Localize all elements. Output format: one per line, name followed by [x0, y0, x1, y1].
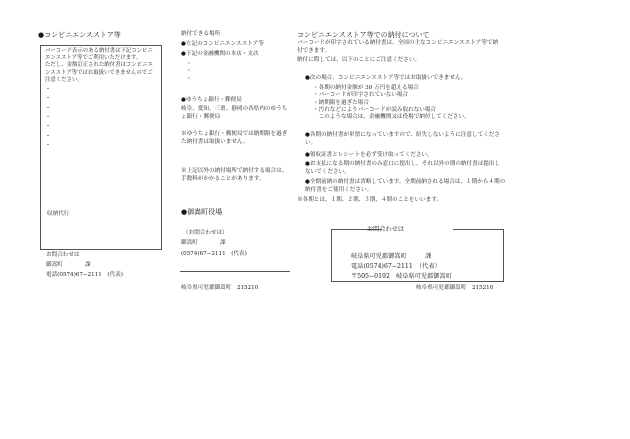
contact-town: 御嵩町 課	[181, 240, 226, 246]
list-item: ・	[186, 68, 192, 75]
place-banks: ●下記の金融機関の本店・支店	[181, 51, 259, 57]
contact-label: （お問合わせは）	[183, 230, 228, 236]
list-item: ・	[186, 61, 192, 67]
cannot-list	[313, 85, 470, 121]
notice-receipt: ●領収証書とレシートを必ず受け取ってください。	[305, 152, 433, 158]
payment-places-heading: 納付できる場所	[181, 31, 221, 37]
convenience-store-box	[40, 45, 162, 250]
list-item: ・バーコードが印字されていない場合	[313, 92, 409, 99]
list-item: ・	[45, 104, 52, 112]
yucho-description: 岐阜、愛知、三重、静岡の各県内のゆうちょ銀行・郵便局	[181, 106, 288, 120]
list-item: ・各期の納付金額が 30 万円を超える場合	[313, 85, 419, 91]
contact-phone: (0574)67−2111 (代表)	[181, 251, 247, 257]
town-office-heading: ●御嵩町役場	[181, 208, 223, 216]
page-title: コンビニエンスストア等での納付について	[297, 31, 430, 39]
list-item: ・	[45, 95, 52, 103]
notice-submit: ●お支払になる期の納付書のみ窓口に提出し、それ以外の期の納付書は提出しないでください。	[305, 161, 501, 175]
store-list	[45, 85, 157, 150]
intro-notice: 納付に際しては、以下のことにご注意ください。	[297, 57, 421, 63]
period-note: ※各期とは、１期、２期、３期、４期のことをいいます。	[297, 197, 442, 203]
cannot-heading: ●次の場合、コンビニエンスストア等ではお取扱いできません。	[305, 75, 467, 81]
intro-paragraph: バーコードが印字されている納付書は、全国の主なコンビニエンスストア等で納付できます。	[297, 40, 499, 54]
list-item: ・納期限を過ぎた場合	[313, 99, 369, 106]
contact-postal: 〒505−0192 岐阜県可児郡御嵩町	[351, 273, 452, 280]
footer-address: 岐阜県可児郡御嵩町 215210	[416, 285, 494, 291]
list-item: ・	[45, 113, 52, 121]
contact-title: お問合わせは	[367, 226, 405, 233]
collection-agent-label: 収納代行	[47, 211, 70, 217]
notice-prepayment: ●全期前納の納付書は省略しています。全期前納される場合は、１期から４期の納付書をご使用ください。	[305, 179, 506, 193]
list-item: ・	[45, 141, 52, 149]
contact-town: 御嵩町 課	[46, 262, 91, 268]
yucho-heading: ●ゆうちょ銀行・郵便局	[181, 97, 242, 103]
list-item: ・汚れなどによりバーコードが読み取れない場合	[313, 106, 437, 113]
contact-phone: 電話(0574)67−2111 (代表)	[46, 272, 123, 278]
list-item: このような場合は、金融機関又は役場で納付してください。	[313, 114, 470, 121]
contact-address: 岐阜県可児郡御嵩町 課	[351, 253, 432, 260]
fee-note: ※上記以外の納付場所で納付する場合は、手数料がかかることがあります。	[181, 168, 288, 182]
box-note: ただし、金額訂正された納付書はコンビニエンスストア等ではお取扱いできませんのでご注意ください。	[45, 62, 153, 83]
box-intro: バーコード表示のある納付書は下記コンビニエンスストア等でご利用いただけます。	[45, 48, 153, 62]
notice-lost: ●各期の納付書が単票になっていますので、紛失しないように注意してください。	[305, 132, 500, 146]
divider	[180, 271, 290, 272]
list-item: ・	[186, 75, 192, 82]
contact-label: お問合わせは	[46, 252, 80, 258]
bank-list	[186, 61, 192, 83]
yucho-note: ※ゆうちょ銀行・郵便局では納期限を過ぎた納付書は取扱いません。	[181, 131, 288, 145]
convenience-store-heading: ●コンビニエンスストア等	[38, 31, 121, 39]
footer-address: 岐阜県可児郡御嵩町 215210	[181, 285, 259, 291]
list-item: ・	[45, 123, 52, 131]
contact-phone: 電話(0574)67−2111 （代表）	[351, 263, 441, 270]
place-convenience: ●左記のコンビニエンスストア等	[181, 41, 264, 47]
list-item: ・	[45, 132, 52, 140]
list-item: ・	[45, 86, 52, 94]
